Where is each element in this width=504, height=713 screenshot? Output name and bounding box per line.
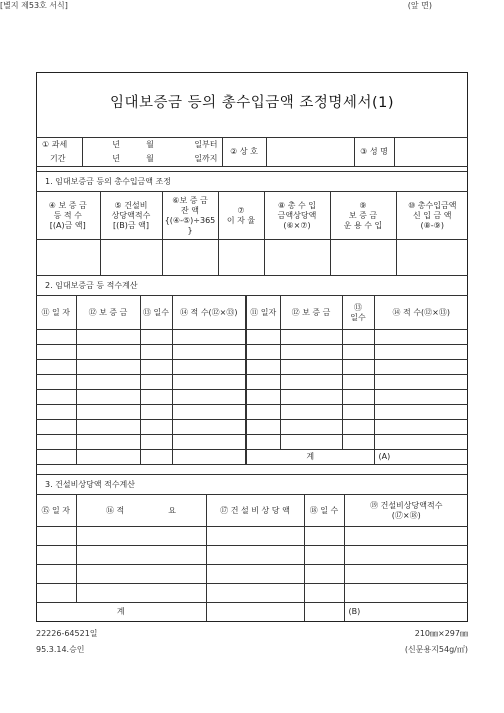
s2-col-sum-1: ⑭ 적 수(⑫×⑬): [172, 296, 246, 330]
input-construction-sum[interactable]: [100, 240, 162, 276]
section2-table: [36, 295, 468, 465]
section3-heading: 3. 건설비상당액 적수계산: [37, 474, 467, 494]
input-total-income-amount[interactable]: [396, 240, 468, 276]
col-deposit-balance: ⑥보 증 금 잔 액 {(④-⑤)÷365 }: [162, 192, 218, 240]
table-row: [36, 527, 468, 546]
table-row: [36, 420, 468, 435]
s3-total-label: 계: [36, 603, 206, 621]
period-start-year[interactable]: 년: [82, 138, 126, 153]
s3-col-construction-cost: ⑰ 건 설 비 상 당 액: [206, 495, 304, 527]
period-start-day[interactable]: 일부터: [174, 138, 222, 153]
col-total-income-equivalent: ⑧ 총 수 입 금액상당액 (⑥×⑦): [264, 192, 330, 240]
table-row: [36, 565, 468, 584]
table-row: [36, 345, 468, 360]
section3-table: [36, 494, 468, 621]
name-field[interactable]: [394, 138, 468, 167]
table-row: [36, 435, 468, 450]
period-end-year[interactable]: 년: [82, 152, 126, 167]
s2-col-date-2: ⑪ 일자: [246, 296, 280, 330]
input-deposit-operating-income[interactable]: [330, 240, 396, 276]
form-body: [36, 72, 468, 622]
input-total-income-equivalent[interactable]: [264, 240, 330, 276]
s2-col-sum-2: ⑭ 적 수(⑫×⑬): [374, 296, 468, 330]
col-interest-rate: ⑦ 이 자 율: [218, 192, 264, 240]
s3-total-value[interactable]: (B): [344, 603, 468, 621]
paper-size: 210㎜×297㎜: [414, 629, 468, 638]
period-end-day[interactable]: 일까지: [174, 152, 222, 167]
period-label: ① 과세 기간: [36, 138, 82, 167]
period-start-month[interactable]: 월: [126, 138, 174, 153]
page-title: 임대보증금 등의 총수입금액 조정명세서(1): [110, 95, 394, 111]
s2-total-value[interactable]: (A): [374, 450, 468, 465]
s3-col-date: ⑮ 일 자: [36, 495, 76, 527]
s2-col-days-1: ⑬ 일수: [140, 296, 172, 330]
total-row: [36, 450, 468, 465]
s2-col-deposit-1: ⑫ 보 증 금: [76, 296, 140, 330]
period-table: [36, 137, 468, 167]
table-row: [36, 405, 468, 420]
s2-col-days-2: ⑬ 일수: [342, 296, 374, 330]
page-side: (앞 면): [407, 1, 432, 10]
col-total-income-amount: ⑩ 총수입금액 신 입 금 액 (⑧-⑨): [396, 192, 468, 240]
input-deposit-sum[interactable]: [36, 240, 100, 276]
paper-type: (신문용지54g/㎡): [404, 645, 468, 654]
col-construction-sum: ⑤ 건설비 상당액적수 [(B)금 액]: [100, 192, 162, 240]
s3-col-summary: ⑯ 적 요: [76, 495, 206, 527]
period-end-month[interactable]: 월: [126, 152, 174, 167]
s3-col-construction-sum: ⑲ 건설비상당액적수 (⑰×⑱): [344, 495, 468, 527]
table-row: [36, 546, 468, 565]
s2-col-deposit-2: ⑫ 보 증 금: [280, 296, 342, 330]
form-header: [0, 0, 432, 11]
section1-heading: 1. 임대보증금 등의 총수입금액 조정: [37, 171, 467, 191]
table-row: [36, 390, 468, 405]
name-label: ③ 성 명: [354, 138, 394, 167]
total-row: [36, 603, 468, 621]
col-deposit-sum: ④ 보 증 금 등 적 수 [(A)금 액]: [36, 192, 100, 240]
s2-total-label: 계: [246, 450, 374, 465]
approval-date: 95.3.14.승인: [36, 645, 85, 654]
table-row: [36, 584, 468, 603]
form-number: [별지 제53호 서식]: [0, 1, 68, 10]
company-field[interactable]: [266, 138, 354, 167]
s3-col-days: ⑱ 일 수: [304, 495, 344, 527]
table-row: [36, 360, 468, 375]
input-deposit-balance[interactable]: [162, 240, 218, 276]
form-code: 22226-64521일: [36, 629, 98, 638]
input-interest-rate[interactable]: [218, 240, 264, 276]
table-row: [36, 375, 468, 390]
col-deposit-operating-income: ⑨ 보 증 금 운 용 수 입: [330, 192, 396, 240]
table-row: [36, 330, 468, 345]
section1-table: [36, 191, 468, 276]
company-label: ② 상 호: [222, 138, 266, 167]
section2-heading: 2. 임대보증금 등 적수계산: [37, 275, 467, 295]
s2-col-date-1: ⑪ 일 자: [36, 296, 76, 330]
